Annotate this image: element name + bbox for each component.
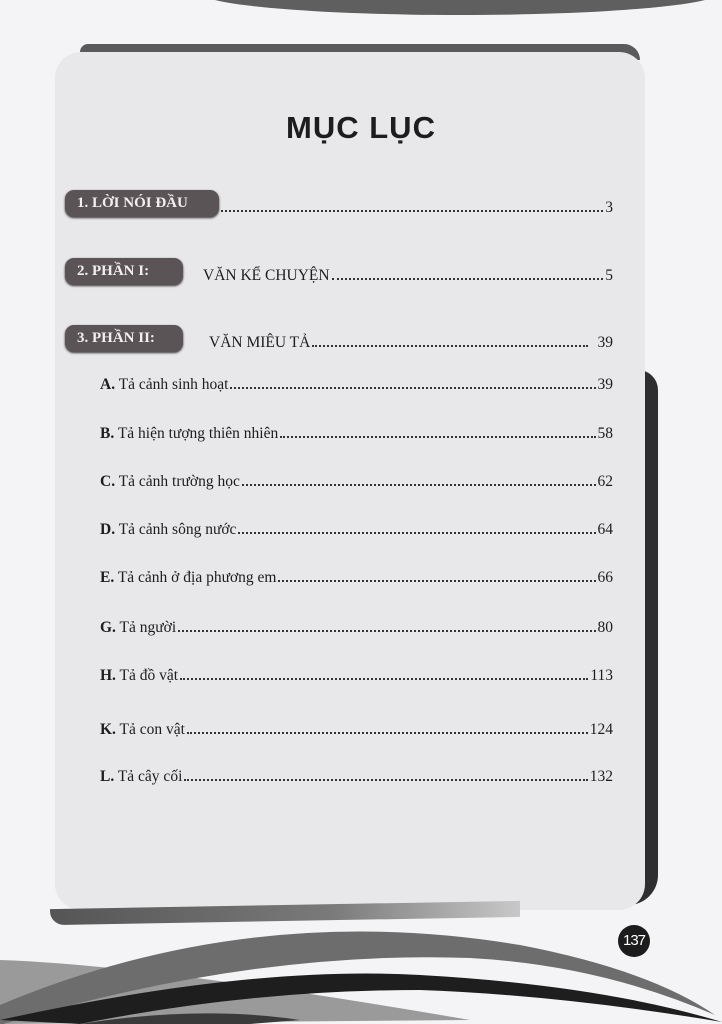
toc-subentry[interactable]: [100, 619, 613, 637]
dot-leader: [278, 580, 595, 582]
page-ref: 132: [589, 768, 613, 785]
page-ref: 64: [597, 521, 613, 538]
page-ref: 124: [589, 721, 613, 738]
dot-leader: [332, 278, 604, 280]
dot-leader: [180, 678, 588, 680]
section-badge: 1. LỜI NÓI ĐẦU: [65, 190, 219, 217]
page-number-badge: 137: [618, 925, 650, 957]
page-title: MỤC LỤC: [286, 110, 436, 145]
subentry-label: Tả cảnh sông nước: [118, 521, 237, 538]
subentry-label: Tả người: [119, 619, 177, 636]
subentry-letter: G.: [100, 619, 116, 636]
subentry-letter: E.: [100, 569, 115, 586]
toc-subentry[interactable]: [100, 473, 613, 491]
toc-subentry[interactable]: [100, 667, 613, 685]
toc-entry-foreword[interactable]: [65, 190, 613, 217]
decorative-waves: [0, 910, 722, 1024]
dot-leader: [230, 387, 595, 389]
dot-leader: [178, 630, 595, 632]
section-badge: 2. PHẦN I:: [65, 258, 183, 285]
subentry-label: Tả cảnh trường học: [118, 473, 240, 490]
subentry-letter: L.: [100, 768, 115, 785]
dot-leader: [187, 732, 588, 734]
subentry-letter: D.: [100, 521, 116, 538]
dot-leader: [242, 484, 596, 486]
toc-subentry[interactable]: [100, 721, 613, 739]
page-ref: 62: [597, 473, 613, 490]
decorative-top-band: [200, 0, 720, 15]
subentry-letter: A.: [100, 376, 116, 393]
subentry-letter: H.: [100, 667, 116, 684]
section-label: VĂN KỂ CHUYỆN: [203, 267, 330, 284]
dot-leader: [238, 532, 595, 534]
page-ref: 58: [597, 425, 613, 442]
subentry-label: Tả đồ vật: [119, 667, 179, 684]
page-ref: 39: [597, 334, 613, 351]
subentry-label: Tả con vật: [119, 721, 185, 738]
page-ref: 3: [605, 199, 613, 216]
subentry-label: Tả cảnh ở địa phương em: [117, 569, 277, 586]
dot-leader: [312, 345, 587, 347]
page-ref: 5: [605, 267, 613, 284]
subentry-label: Tả hiện tượng thiên nhiên: [117, 425, 279, 442]
dot-leader: [221, 210, 603, 212]
toc-subentry[interactable]: [100, 768, 613, 786]
page-ref: 39: [597, 376, 613, 393]
subentry-letter: B.: [100, 425, 115, 442]
page-ref: 66: [597, 569, 613, 586]
section-badge: 3. PHẦN II:: [65, 325, 183, 352]
section-label: VĂN MIÊU TẢ: [209, 334, 311, 351]
dot-leader: [184, 779, 587, 781]
subentry-letter: C.: [100, 473, 116, 490]
toc-entry-part-2[interactable]: [65, 325, 613, 352]
page-ref: 113: [590, 667, 613, 684]
page-ref: 80: [597, 619, 613, 636]
subentry-label: Tả cảnh sinh hoạt: [118, 376, 229, 393]
toc-subentry[interactable]: [100, 521, 613, 539]
toc-subentry[interactable]: [100, 376, 613, 394]
toc-entry-part-1[interactable]: [65, 258, 613, 285]
subentry-label: Tả cây cối: [117, 768, 183, 785]
toc-subentry[interactable]: [100, 425, 613, 443]
subentry-letter: K.: [100, 721, 116, 738]
dot-leader: [280, 436, 595, 438]
toc-subentry[interactable]: [100, 569, 613, 587]
